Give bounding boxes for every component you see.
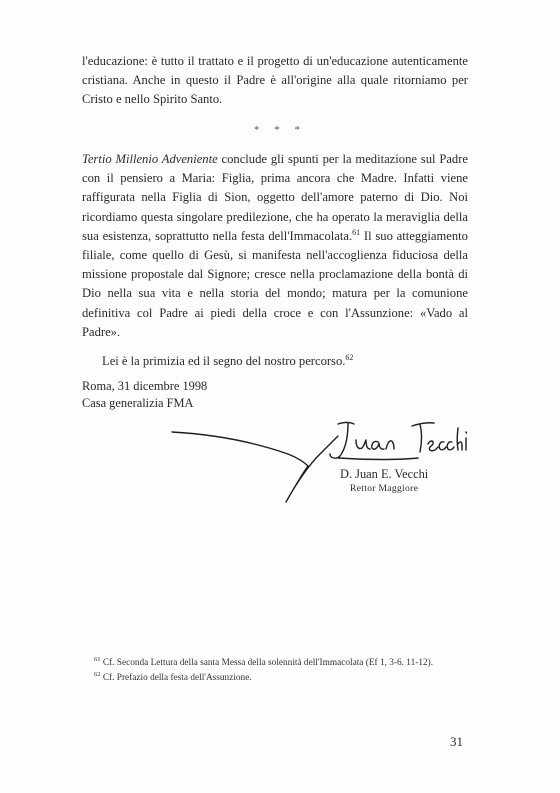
main-paragraph-text-1: conclude gli spunti per la meditazione sul Padre con il pensiero a Maria: Figlia, prima ancora che Madre. Infatti viene raffigurata nella Figlia di Sion, oggetto dell'amore paterno di Dio. Noi ricordiamo questa singolare predilezione, che ha operato la meraviglia della sua esistenza, soprattutto nella festa dell'Immacolata. xyxy=(82,152,468,243)
page-number: 31 xyxy=(450,734,463,749)
place-date: Roma, 31 dicembre 1998 xyxy=(82,379,208,393)
closing-paragraph xyxy=(82,352,468,371)
footnote-text: Cf. Prefazio della festa dell'Assunzione. xyxy=(102,673,252,683)
document-title-reference: Tertio Millenio Adveniente xyxy=(82,152,218,166)
place-date-block xyxy=(82,378,207,412)
house-name: Casa generalizia FMA xyxy=(82,396,194,410)
handwritten-signature xyxy=(168,414,468,514)
footnote-text: Cf. Seconda Lettura della santa Messa della solennità dell'Immacolata (Ef 1, 3-6. 11-12). xyxy=(102,658,434,668)
opening-paragraph: l'educazione: è tutto il trattato e il progetto di un'educazione autenticamente cristiana. Anche in questo il Padre è all'origine alla quale ritorniamo per Cristo e nello Spirito Santo. xyxy=(82,54,468,107)
section-separator: * * * xyxy=(254,124,306,136)
signatory-name: D. Juan E. Vecchi xyxy=(340,467,429,481)
footnote-ref-62: 62 xyxy=(345,352,354,362)
main-paragraph xyxy=(82,150,468,342)
footnote-62 xyxy=(82,671,472,686)
footnote-61 xyxy=(82,656,472,671)
footnote-ref-61: 61 xyxy=(352,227,361,237)
footnotes xyxy=(82,656,472,686)
footnote-number: 62 xyxy=(94,670,101,678)
closing-paragraph-text: Lei è la primizia ed il segno del nostro percorso. xyxy=(102,354,346,368)
main-paragraph-text-2: Il suo atteggiamento filiale, come quello di Gesù, si manifesta nell'accoglienza fiduciosa della missione propostale dal Signore; cresce nella proclamazione della bontà di Dio nella sua vita e nella storia del mondo; matura per la comunione definitiva col Padre ai piedi della croce e con l'Assunzione: «Vado al Padre». xyxy=(82,228,468,339)
signatory-role: Rettor Maggiore xyxy=(350,483,419,494)
footnote-number: 61 xyxy=(94,655,101,663)
